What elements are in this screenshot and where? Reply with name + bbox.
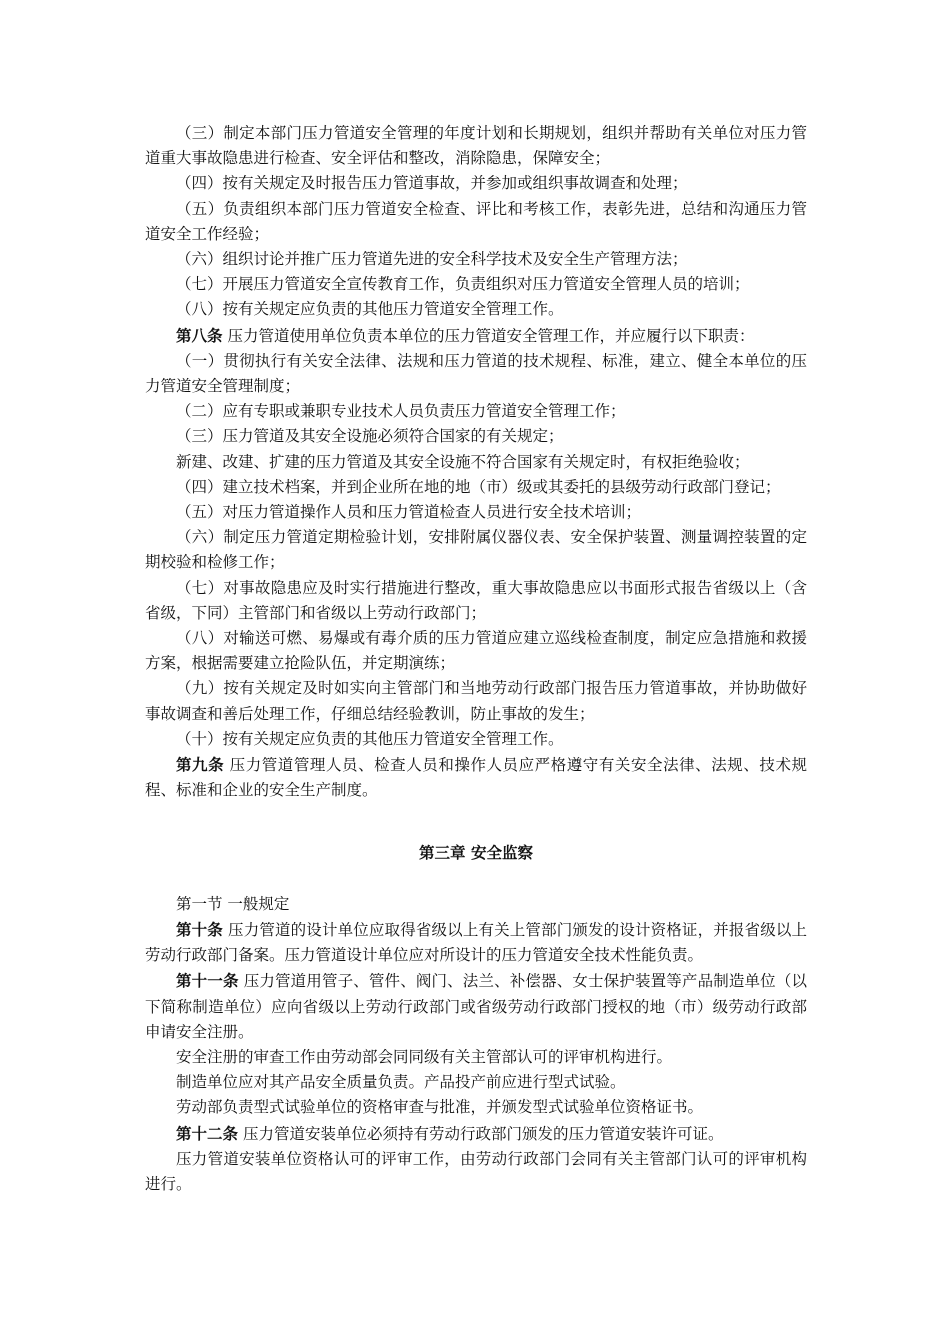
- duty-item-7: （七）对事故隐患应及时实行措施进行整改，重大事故隐患应以书面形式报告省级以上（含省级，下同）主管部门和省级以上劳动行政部门；: [145, 578, 807, 622]
- duty-item-6: （六）制定压力管道定期检验计划，安排附属仪器仪表、安全保护装置、测量调控装置的定期校验和检修工作；: [145, 528, 807, 572]
- chapter-title: 第三章 安全监察: [419, 843, 533, 863]
- article-11-para-1: 安全注册的审查工作由劳动部会同同级有关主管部认可的评审机构进行。: [176, 1047, 673, 1066]
- article-8-label: 第八条: [176, 325, 223, 345]
- paragraph-item-6: （六）组织讨论并推广压力管道先进的安全科学技术及安全生产管理方法；: [176, 250, 688, 269]
- article-8-text: 压力管道使用单位负责本单位的压力管道安全管理工作，并应履行以下职责：: [222, 326, 755, 345]
- article-10-label: 第十条: [176, 919, 223, 939]
- article-11-para-3: 劳动部负责型式试验单位的资格审查与批准，并颁发型式试验单位资格证书。: [176, 1098, 704, 1117]
- article-9: [145, 752, 807, 803]
- duty-item-5: （五）对压力管道操作人员和压力管道检查人员进行安全技术培训；: [176, 503, 642, 522]
- duty-item-10: （十）按有关规定应负责的其他压力管道安全管理工作。: [176, 729, 564, 748]
- paragraph-item-8: （八）按有关规定应负责的其他压力管道安全管理工作。: [176, 300, 564, 319]
- duty-item-1: （一）贯彻执行有关安全法律、法规和压力管道的技术规程、标准，建立、健全本单位的压力管道安全管理制度；: [145, 351, 807, 396]
- duty-item-9: （九）按有关规定及时如实向主管部门和当地劳动行政部门报告压力管道事故，并协助做好事故调查和善后处理工作，仔细总结经验教训，防止事故的发生；: [145, 679, 807, 723]
- article-10: [145, 917, 807, 968]
- article-10-text: 压力管道的设计单位应取得省级以上有关上管部门颁发的设计资格证，并报省级以上劳动行政部门备案。压力管道设计单位应对所设计的压力管道安全技术性能负责。: [145, 920, 807, 965]
- duty-item-4: （四）建立技术档案，并到企业所在地的地（市）级或其委托的县级劳动行政部门登记；: [176, 477, 781, 496]
- article-11-para-2: 制造单位应对其产品安全质量负责。产品投产前应进行型式试验。: [176, 1073, 626, 1092]
- section-title: 第一节 一般规定: [176, 894, 290, 913]
- document-page: [145, 121, 807, 1197]
- duty-item-8: （八）对输送可燃、易爆或有毒介质的压力管道应建立巡线检查制度，制定应急措施和救援方案，根据需要建立抢险队伍，并定期演练；: [145, 629, 807, 673]
- article-12-text: 压力管道安装单位必须持有劳动行政部门颁发的压力管道安装许可证。: [238, 1124, 724, 1143]
- article-12-label: 第十二条: [176, 1123, 239, 1143]
- paragraph-item-3: （三）制定本部门压力管道安全管理的年度计划和长期规划，组织并帮助有关单位对压力管道重大事故隐患进行检查、安全评估和整改，消除隐患，保障安全；: [145, 124, 807, 168]
- article-11-text: 压力管道用管子、管件、阀门、法兰、补偿器、女士保护装置等产品制造单位（以下简称制造单位）应向省级以上劳动行政部门或省级劳动行政部门授权的地（市）级劳动行政部申请安全注册。: [145, 972, 807, 1041]
- article-9-label: 第九条: [176, 755, 225, 775]
- article-12-para-1: 压力管道安装单位资格认可的评审工作，由劳动行政部门会同有关主管部门认可的评审机构进行。: [145, 1149, 807, 1193]
- article-11-label: 第十一条: [176, 971, 239, 991]
- duty-item-3-note: 新建、改建、扩建的压力管道及其安全设施不符合国家有关规定时，有权拒绝验收；: [176, 452, 750, 471]
- article-12: [145, 1121, 807, 1147]
- paragraph-item-5: （五）负责组织本部门压力管道安全检查、评比和考核工作，表彰先进，总结和沟通压力管道安全工作经验；: [145, 199, 807, 243]
- spacer: [145, 803, 807, 840]
- spacer: [145, 866, 807, 892]
- article-11: [145, 968, 807, 1045]
- paragraph-item-7: （七）开展压力管道安全宣传教育工作，负责组织对压力管道安全管理人员的培训；: [176, 275, 750, 294]
- duty-item-2: （二）应有专职或兼职专业技术人员负责压力管道安全管理工作；: [176, 402, 626, 421]
- paragraph-item-4: （四）按有关规定及时报告压力管道事故，并参加或组织事故调查和处理；: [176, 174, 688, 193]
- duty-item-3: （三）压力管道及其安全设施必须符合国家的有关规定；: [176, 427, 564, 446]
- article-9-text: 压力管道管理人员、检查人员和操作人员应严格遵守有关安全法律、法规、技术规程、标准和企业的安全生产制度。: [145, 756, 807, 800]
- article-8: [145, 323, 807, 349]
